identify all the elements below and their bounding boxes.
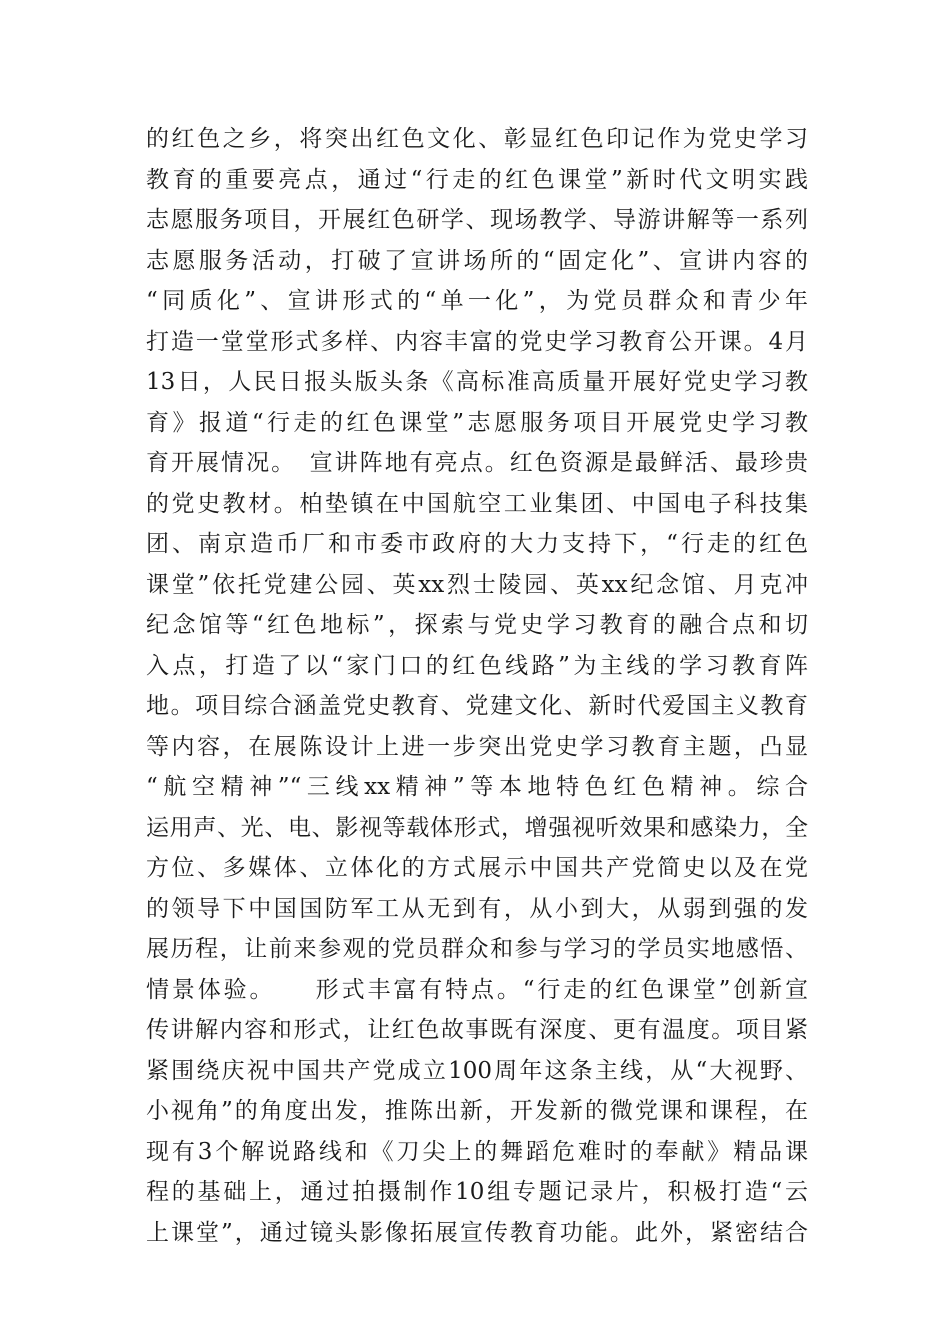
text-line: 13日，人民日报头版头条《高标准高质量开展好党史学习教	[146, 369, 808, 395]
text-line: 的领导下中国国防军工从无到有，从小到大，从弱到强的发	[146, 895, 808, 922]
text-line: “航空精神”“三线xx精神”等本地特色红色精神。综合	[146, 774, 808, 800]
text-line: 运用声、光、电、影视等载体形式，增强视听效果和感染力，全	[146, 814, 808, 841]
text-line: 育开展情况。 宣讲阵地有亮点。红色资源是最鲜活、最珍贵	[146, 450, 808, 476]
text-line: 志愿服务项目，开展红色研学、现场教学、导游讲解等一系列	[146, 207, 808, 233]
text-line: 等内容，在展陈设计上进一步突出党史学习教育主题，凸显	[146, 733, 808, 760]
text-line: 教育的重要亮点，通过“行走的红色课堂”新时代文明实践	[146, 166, 808, 193]
text-line: 现有3个解说路线和《刀尖上的舞蹈危难时的奉献》精品课	[146, 1138, 808, 1165]
text-line: 纪念馆等“红色地标”，探索与党史学习教育的融合点和切	[146, 612, 808, 638]
text-line: 程的基础上，通过拍摄制作10组专题记录片，积极打造“云	[146, 1179, 808, 1205]
body-text	[146, 119, 808, 1253]
text-line: 的党史教材。柏垫镇在中国航空工业集团、中国电子科技集	[146, 490, 808, 517]
text-line: 情景体验。 形式丰富有特点。“行走的红色课堂”创新宣	[146, 976, 808, 1003]
text-line: 小视角”的角度出发，推陈出新，开发新的微党课和课程，在	[146, 1098, 808, 1124]
text-line: 传讲解内容和形式，让红色故事既有深度、更有温度。项目紧	[146, 1017, 808, 1043]
text-line: 团、南京造币厂和市委市政府的大力支持下，“行走的红色	[146, 531, 808, 557]
text-line: 入点，打造了以“家门口的红色线路”为主线的学习教育阵	[146, 652, 808, 679]
text-line: 地。项目综合涵盖党史教育、党建文化、新时代爱国主义教育	[146, 693, 808, 719]
text-line: 紧围绕庆祝中国共产党成立100周年这条主线，从“大视野、	[146, 1057, 808, 1084]
text-line: 育》报道“行走的红色课堂”志愿服务项目开展党史学习教	[146, 409, 808, 436]
text-line: 课堂”依托党建公园、英xx烈士陵园、英xx纪念馆、月克冲	[146, 571, 808, 598]
text-line: 展历程，让前来参观的党员群众和参与学习的学员实地感悟、	[146, 936, 808, 962]
text-line: 志愿服务活动，打破了宣讲场所的“固定化”、宣讲内容的	[146, 247, 808, 274]
text-line: 方位、多媒体、立体化的方式展示中国共产党简史以及在党	[146, 855, 808, 881]
text-line: 的红色之乡，将突出红色文化、彰显红色印记作为党史学习	[146, 126, 808, 152]
text-line: 上课堂”，通过镜头影像拓展宣传教育功能。此外，紧密结合	[146, 1219, 808, 1246]
text-line: 打造一堂堂形式多样、内容丰富的党史学习教育公开课。4月	[146, 328, 808, 355]
text-line: “同质化”、宣讲形式的“单一化”，为党员群众和青少年	[146, 288, 808, 314]
